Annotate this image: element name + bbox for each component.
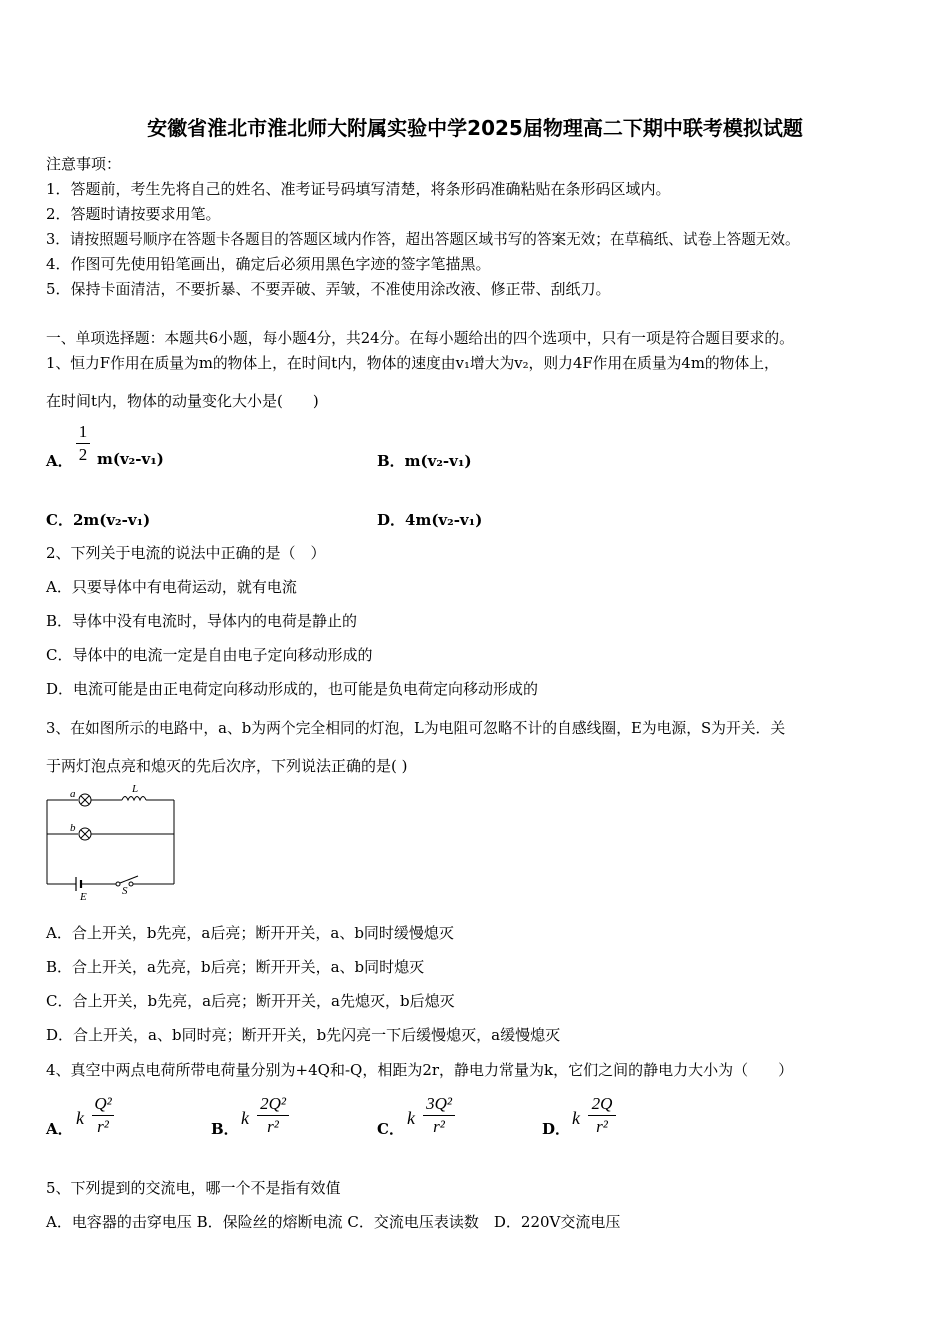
q3-option-a: A．合上开关，b先亮，a后亮；断开开关，a、b同时缓慢熄灭 <box>46 924 454 942</box>
constant-k: k <box>407 1108 415 1128</box>
fraction-numerator: 2Q² <box>260 1094 286 1113</box>
q3-option-d: D．合上开关，a、b同时亮；断开开关，b先闪亮一下后缓慢熄灭，a缓慢熄灭 <box>46 1026 561 1044</box>
q1-option-a-text: m(v₂-v₁) <box>97 450 164 468</box>
q4-option-c-label: C． <box>377 1120 404 1138</box>
fraction-bar <box>92 1115 114 1116</box>
label-S: S <box>122 885 128 897</box>
notice-item: 5．保持卡面清洁，不要折暴、不要弄破、弄皱，不准使用涂改液、修正带、刮纸刀。 <box>46 280 611 298</box>
q1-stem: 在时间t内，物体的动量变化大小是( ) <box>46 392 319 410</box>
q2-option-a: A．只要导体中有电荷运动，就有电流 <box>46 578 297 596</box>
fraction-bar <box>76 443 90 444</box>
label-L: L <box>132 783 139 795</box>
notice-item: 2．答题时请按要求用笔。 <box>46 205 221 223</box>
q2-option-c: C．导体中的电流一定是自由电子定向移动形成的 <box>46 646 373 664</box>
q5-options: A．电容器的击穿电压 B．保险丝的熔断电流 C．交流电压表读数 D．220V交流电压 <box>46 1213 621 1231</box>
fraction-denominator: 2 <box>78 445 88 464</box>
fraction <box>257 1094 289 1137</box>
notice-heading: 注意事项： <box>46 155 122 173</box>
fraction-numerator: 1 <box>78 422 88 441</box>
q4-option-d-label: D． <box>542 1120 571 1138</box>
fraction <box>423 1094 455 1137</box>
section-heading: 一、单项选择题：本题共6小题，每小题4分，共24分。在每小题给出的四个选项中，只有一项是符合题目要求的。 <box>46 330 794 347</box>
label-E: E <box>80 891 87 903</box>
fraction-denominator: r² <box>596 1117 608 1136</box>
q2-option-d: D．电流可能是由正电荷定向移动形成的，也可能是负电荷定向移动形成的 <box>46 680 539 698</box>
q1-option-d: D．4m(v₂-v₁) <box>377 511 483 529</box>
notice-item: 3．请按照题号顺序在答题卡各题目的答题区域内作答，超出答题区域书写的答案无效；在草稿纸、试卷上答题无效。 <box>46 231 800 248</box>
label-a: a <box>70 788 76 800</box>
fraction-bar <box>257 1115 289 1116</box>
fraction-denominator: r² <box>97 1117 109 1136</box>
page-title: 安徽省淮北市淮北师大附属实验中学2025届物理高二下期中联考模拟试题 <box>147 116 803 140</box>
lamp-a-icon <box>79 794 91 806</box>
q1-stem: 1、恒力F作用在质量为m的物体上，在时间t内，物体的速度由v₁增大为v₂，则力4F作用在质量为4m的物体上， <box>46 355 779 372</box>
lamp-b-icon <box>79 828 91 840</box>
inductor-icon <box>122 797 146 801</box>
notice-item: 4．作图可先使用铅笔画出，确定后必须用黑色字迹的签字笔描黑。 <box>46 255 491 273</box>
q1-option-b: B．m(v₂-v₁) <box>377 452 472 470</box>
q2-option-b: B．导体中没有电流时，导体内的电荷是静止的 <box>46 612 358 630</box>
q3-stem: 于两灯泡点亮和熄灭的先后次序，下列说法正确的是( ) <box>46 757 408 775</box>
q4-option-a-label: A． <box>46 1120 73 1138</box>
q2-stem: 2、下列关于电流的说法中正确的是（ ） <box>46 544 326 562</box>
constant-k: k <box>572 1108 580 1128</box>
q5-stem: 5、下列提到的交流电，哪一个不是指有效值 <box>46 1179 341 1197</box>
fraction-denominator: r² <box>433 1117 445 1136</box>
notice-item: 1．答题前，考生先将自己的姓名、准考证号码填写清楚，将条形码准确粘贴在条形码区域内。 <box>46 180 671 198</box>
battery-icon <box>76 877 81 891</box>
q1-option-c: C．2m(v₂-v₁) <box>46 511 151 529</box>
circuit-diagram <box>40 780 185 905</box>
fraction <box>588 1094 616 1137</box>
fraction-numerator: 3Q² <box>426 1094 452 1113</box>
q1-option-a-label: A． <box>46 452 73 470</box>
fraction-bar <box>588 1115 616 1116</box>
constant-k: k <box>76 1108 84 1128</box>
q3-option-b: B．合上开关，a先亮，b后亮；断开开关，a、b同时熄灭 <box>46 958 425 976</box>
q1-option-a-fraction <box>76 422 90 465</box>
q4-stem: 4、真空中两点电荷所带电荷量分别为+4Q和-Q，相距为2r，静电力常量为k，它们之间的静电力大小为（ ） <box>46 1061 794 1079</box>
fraction <box>92 1094 114 1137</box>
q4-option-b-label: B． <box>211 1120 239 1138</box>
fraction-numerator: 2Q <box>591 1094 613 1113</box>
constant-k: k <box>241 1108 249 1128</box>
fraction-denominator: r² <box>267 1117 279 1136</box>
q3-stem: 3、在如图所示的电路中，a、b为两个完全相同的灯泡，L为电阻可忽略不计的自感线圈，E为电源，S为开关．关 <box>46 720 786 737</box>
fraction-bar <box>423 1115 455 1116</box>
fraction-numerator: Q² <box>94 1094 112 1113</box>
q3-option-c: C．合上开关，b先亮，a后亮；断开开关，a先熄灭，b后熄灭 <box>46 992 455 1010</box>
label-b: b <box>70 822 76 834</box>
